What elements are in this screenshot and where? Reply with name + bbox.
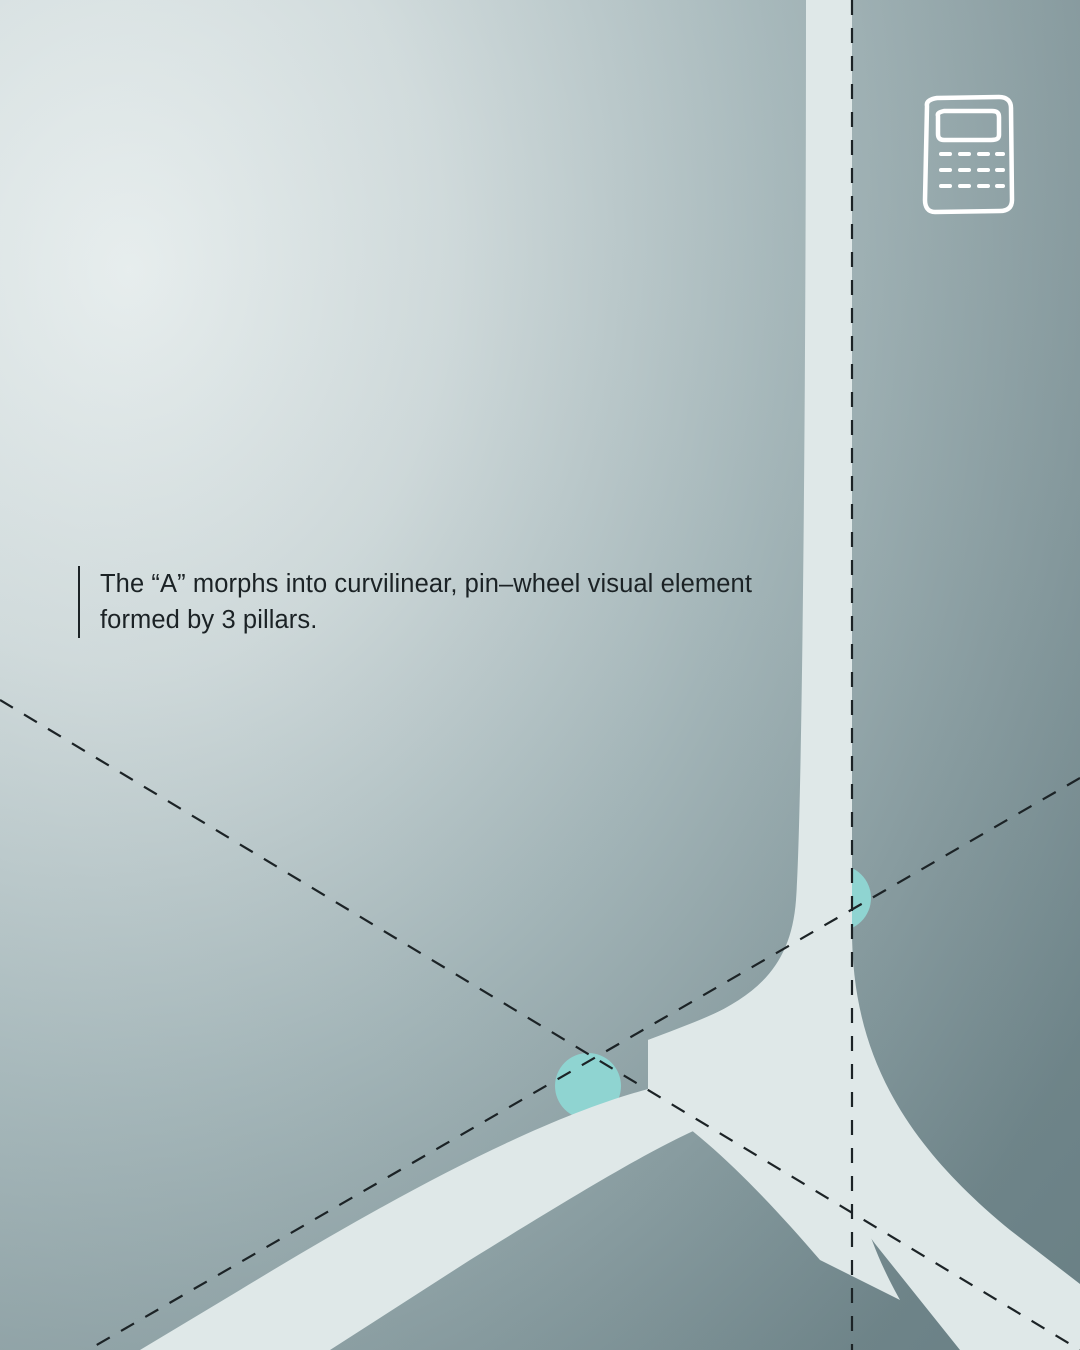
calculator-icon	[915, 92, 1020, 217]
pillar-arm-left	[140, 1086, 700, 1350]
caption-block	[78, 566, 778, 638]
caption-text: The “A” morphs into curvilinear, pin–wheel visual element formed by 3 pillars.	[100, 570, 753, 635]
diagonal-dashed-guide-left	[0, 700, 1080, 1350]
pillar-arm-top	[648, 0, 852, 1086]
